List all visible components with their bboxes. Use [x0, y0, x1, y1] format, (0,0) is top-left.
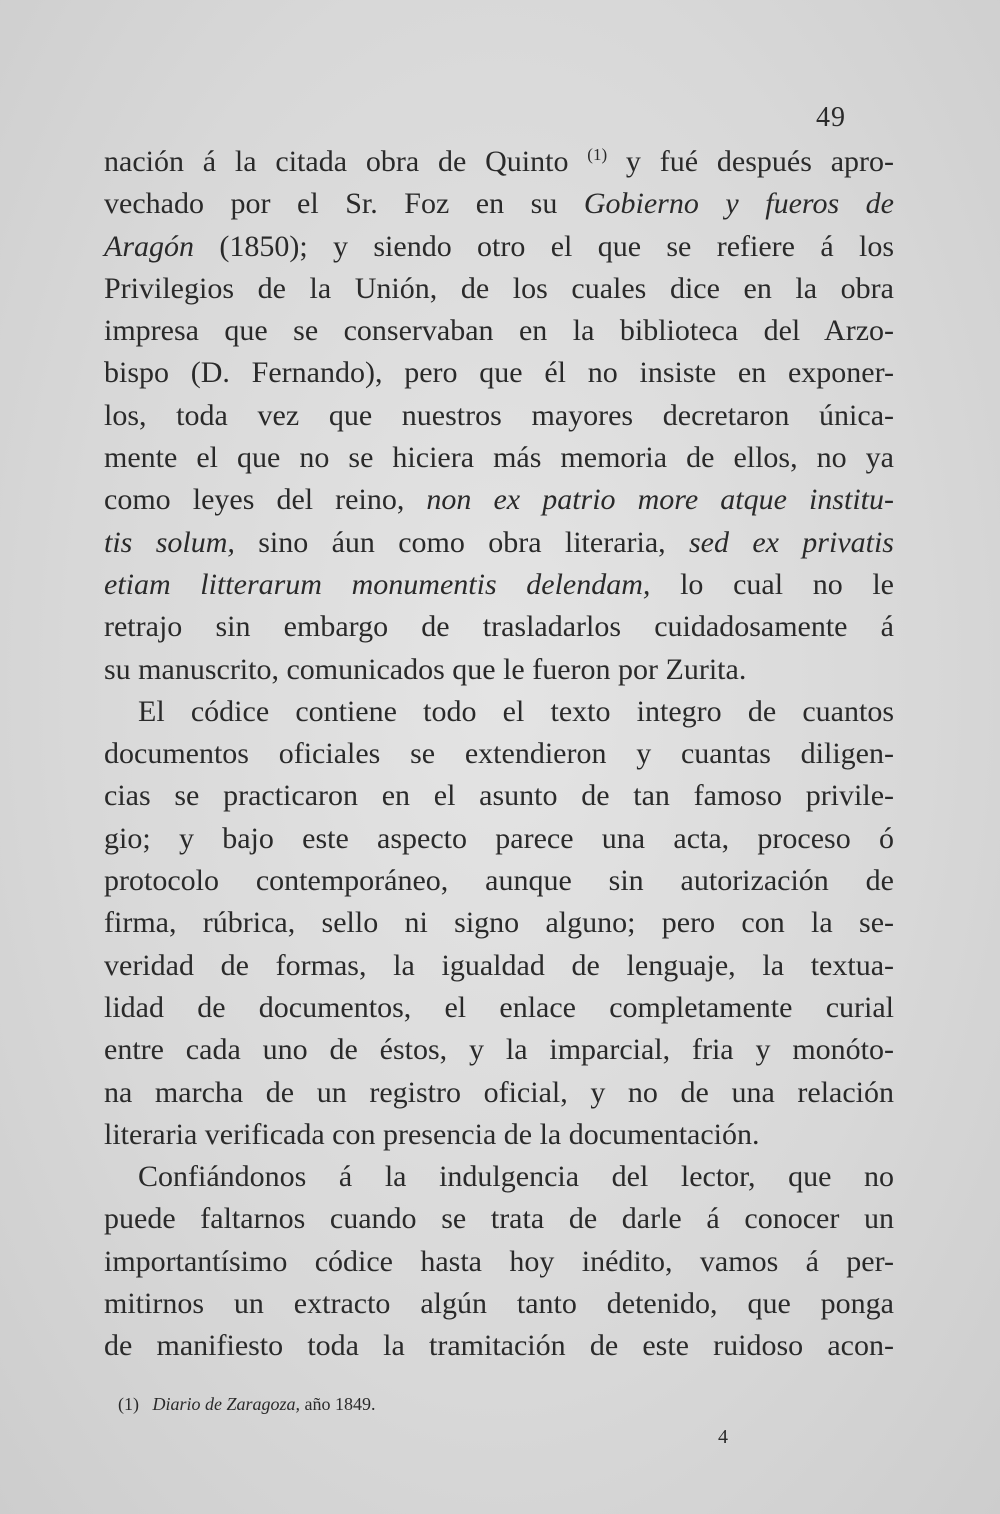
text-segment: veridad de formas, la igualdad de lenguaje, la textua-	[104, 948, 894, 982]
text-segment: sino áun como obra literaria,	[234, 525, 689, 559]
text-segment: firma, rúbrica, sello ni signo alguno; pero con la se-	[104, 906, 894, 940]
text-segment: como leyes del reino,	[104, 483, 427, 517]
text-segment: mitirnos un extracto algún tanto detenido, que ponga	[104, 1287, 894, 1321]
text-segment: los, toda vez que nuestros mayores decretaron única-	[104, 398, 894, 432]
page-number: 49	[816, 102, 846, 133]
text-segment: cias se practicaron en el asunto de tan famoso privile-	[104, 779, 894, 813]
text-line	[104, 691, 894, 733]
text-line	[104, 1114, 894, 1156]
text-segment: nación á la citada obra de Quinto	[104, 145, 588, 178]
footnote	[118, 1394, 376, 1415]
signature-mark: 4	[718, 1426, 728, 1448]
text-line	[104, 1072, 894, 1114]
footnote-reference: (1)	[587, 145, 608, 164]
text-segment: impresa que se conservaban en la biblioteca del Arzo-	[104, 314, 894, 348]
text-line	[104, 649, 894, 691]
text-line	[104, 437, 894, 479]
text-line	[104, 141, 894, 183]
text-line	[104, 860, 894, 902]
footnote-text: año 1849.	[304, 1394, 376, 1414]
text-line	[104, 733, 894, 775]
body-text	[104, 141, 894, 1368]
text-segment: vechado por el Sr. Foz en su	[104, 187, 584, 221]
text-line	[104, 775, 894, 817]
text-segment: bispo (D. Fernando), pero que él no insiste en exponer-	[104, 356, 894, 390]
text-segment: puede faltarnos cuando se trata de darle á conocer un	[104, 1202, 894, 1236]
text-line	[104, 945, 894, 987]
text-segment: importantísimo códice hasta hoy inédito, vamos á per-	[104, 1244, 894, 1278]
text-segment: Confiándonos á la indulgencia del lector, que no	[138, 1160, 894, 1194]
text-line	[104, 1029, 894, 1071]
text-line	[104, 1241, 894, 1283]
text-line	[104, 352, 894, 394]
text-line	[104, 564, 894, 606]
italic-text: sed ex privatis	[689, 525, 894, 559]
text-line	[104, 522, 894, 564]
text-segment: y fué después apro-	[607, 145, 894, 178]
text-segment: Privilegios de la Unión, de los cuales dice en la obra	[104, 271, 894, 305]
text-segment: literaria verificada con presencia de la documentación.	[104, 1117, 760, 1151]
text-line	[104, 395, 894, 437]
text-segment: El códice contiene todo el texto integro de cuantos	[138, 694, 894, 728]
text-line	[104, 479, 894, 521]
text-segment: de manifiesto toda la tramitación de este ruidoso acon-	[104, 1329, 894, 1363]
text-line	[104, 226, 894, 268]
text-segment: entre cada uno de éstos, y la imparcial, fria y monóto-	[104, 1033, 894, 1067]
footnote-marker: (1)	[118, 1394, 139, 1414]
italic-text: Gobierno y fueros de	[583, 187, 894, 221]
text-line	[104, 1198, 894, 1240]
text-segment: retrajo sin embargo de trasladarlos cuidadosamente á	[104, 610, 894, 644]
text-segment: (1850); y siendo otro el que se refiere á los	[194, 229, 894, 263]
text-line	[104, 902, 894, 944]
text-line	[104, 818, 894, 860]
text-line	[104, 606, 894, 648]
text-segment: protocolo contemporáneo, aunque sin autorización de	[104, 864, 894, 898]
text-segment: lidad de documentos, el enlace completamente curial	[104, 990, 894, 1024]
footnote-source: Diario de Zaragoza,	[152, 1394, 301, 1414]
italic-text: etiam litterarum monumentis delendam,	[104, 567, 651, 601]
italic-text: Aragón	[104, 229, 194, 263]
text-line	[104, 310, 894, 352]
italic-text: non ex patrio more atque institu-	[426, 483, 894, 517]
text-line	[104, 183, 894, 225]
text-line	[104, 268, 894, 310]
text-segment: lo cual no le	[650, 567, 894, 601]
text-segment: mente el que no se hiciera más memoria de ellos, no ya	[104, 441, 894, 475]
text-segment: su manuscrito, comunicados que le fueron por Zurita.	[104, 652, 747, 686]
text-line	[104, 1283, 894, 1325]
text-segment: na marcha de un registro oficial, y no de una relación	[104, 1075, 894, 1109]
text-segment: documentos oficiales se extendieron y cuantas diligen-	[104, 737, 894, 771]
text-line	[104, 987, 894, 1029]
italic-text: tis solum,	[104, 525, 235, 559]
text-line	[104, 1325, 894, 1367]
text-line	[104, 1156, 894, 1198]
text-segment: gio; y bajo este aspecto parece una acta, proceso ó	[104, 821, 894, 855]
